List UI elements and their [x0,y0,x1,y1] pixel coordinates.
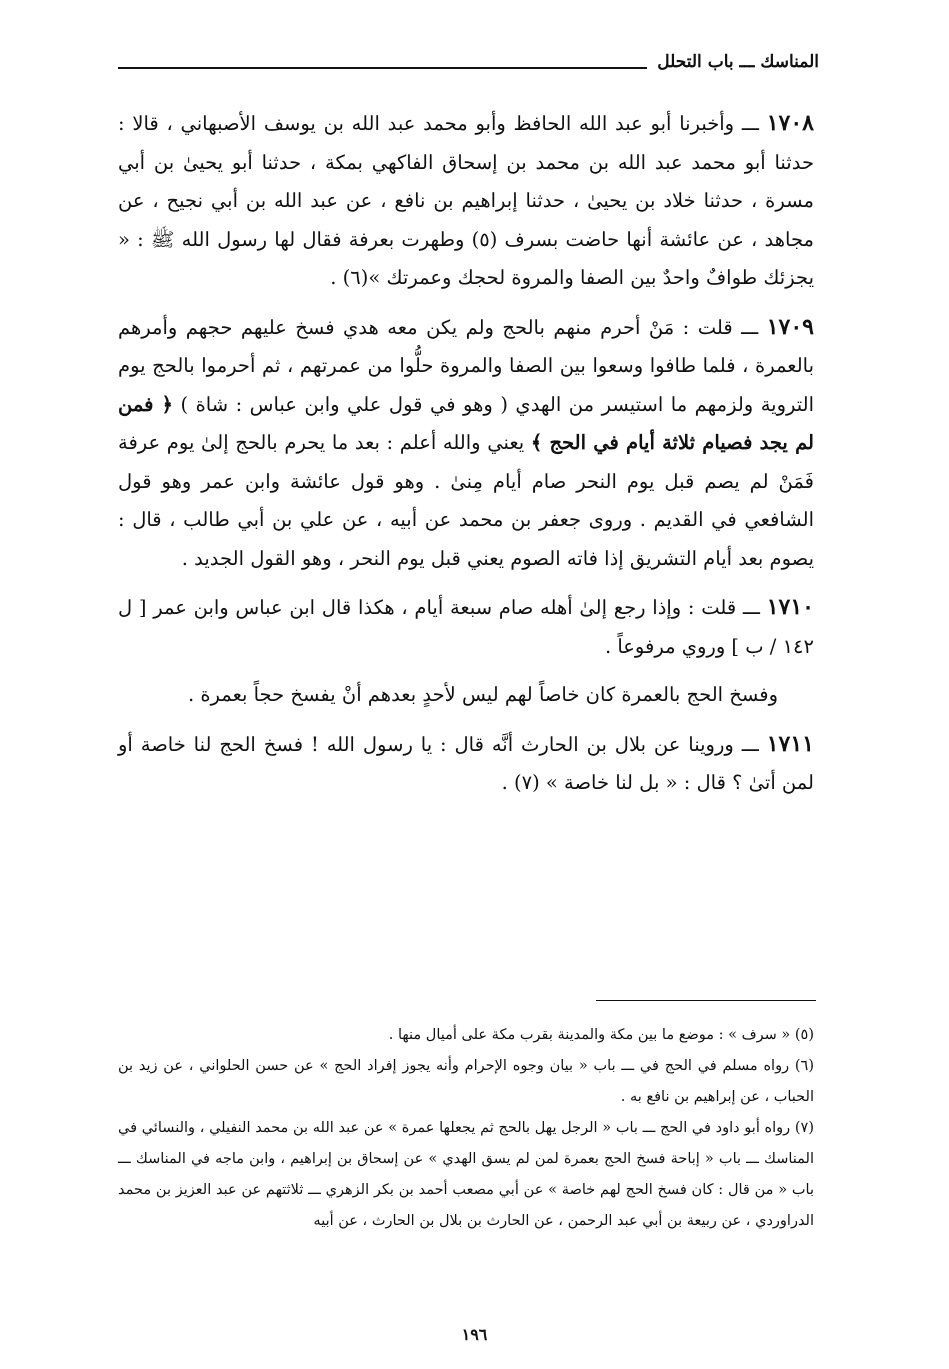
quran-quote: ﴿ فمن لم يجد فصيام ثلاثة أيام في الحج ﴾ [118,392,814,454]
hadith-text: ـــ قلت : وإذا رجع إلىٰ أهله صام سبعة أيام ، هكذا قال ابن عباس وابن عمر [ ل ١٤٢ / ب ] وروي مرفوعاً . [118,596,814,658]
hadith-1711 [118,725,814,803]
hadith-1710 [118,588,814,666]
commentary-paragraph [118,676,814,715]
hadith-number: ١٧٠٩ [766,313,814,340]
footnote-separator [596,1000,816,1001]
footnotes [118,1020,814,1237]
hadith-number: ١٧١١ [766,730,814,757]
commentary-text: وفسخ الحج بالعمرة كان خاصاً لهم ليس لأحدٍ بعدهم أنْ يفسخ حجاً بعمرة . [187,683,778,706]
main-text [118,104,814,813]
running-header [118,52,819,72]
hadith-number: ١٧٠٨ [766,110,814,136]
hadith-text: ـــ قلت : مَنْ أحرم منهم بالحج ولم يكن معه هدي فسخ عليهم حجهم وأمرهم بالعمرة ، فلما طافوا وسعوا بين الصفا والمروة حلُّوا من عمرتهم ، ثم أحرموا بالحج يوم التروية ولزمهم ما استيسر من الهدي ( وهو في قول علي وابن عباس : شاة ) [118,315,814,416]
footnote-6: (٦) رواه مسلم في الحج في ـــ باب « بيان وجوه الإحرام وأنه يجوز إفراد الحج » عن حسن الحلواني ، عن زيد بن الحباب ، عن إبراهيم بن نافع به . [118,1058,814,1105]
footnote-7: (٧) رواه أبو داود في الحج ـــ باب « الرجل يهل بالحج ثم يجعلها عمرة » عن عبد الله بن محمد النفيلي ، والنسائي في المناسك ـــ باب « إباحة فسخ الحج بعمرة لمن لم يسق الهدي » عن إسحاق بن إبراهيم ، وابن ماجه في المناسك ـــ باب « من قال : كان فسخ الحج لهم خاصة » عن أبي مصعب أحمد بن بكر الزهري ـــ ثلاثتهم عن عبد العزيز بن محمد الدراوردي ، عن ربيعة بن أبي عبد الرحمن ، عن الحارث بن بلال بن الحارث ، عن أبيه [118,1120,814,1229]
hadith-number: ١٧١٠ [766,594,814,620]
hadith-1708 [118,104,814,298]
hadith-text: ـــ وأخبرنا أبو عبد الله الحافظ وأبو محمد عبد الله بن يوسف الأصبهاني ، قالا : حدثنا أبو محمد عبد الله بن محمد بن إسحاق الفاكهي بمكة ، حدثنا أبو يحيىٰ بن أبي مسرة ، حدثنا خلاد بن يحيىٰ ، حدثنا إبراهيم بن نافع ، عن عبد الله بن أبي نجيح ، عن مجاهد ، عن عائشة أنها حاضت بسرف (٥) وطهرت بعرفة فقال لها رسول الله ﷺ : « يجزئك طوافٌ واحدٌ بين الصفا والمروة لحجك وعمرتك »(٦) . [118,112,815,289]
hadith-text: ـــ وروينا عن بلال بن الحارث أنَّه قال : يا رسول الله ! فسخ الحج لنا خاصة أو لمن أتىٰ ؟ قال : « بل لنا خاصة » (٧) . [118,732,814,794]
header-title: المناسك ـــ باب التحلل [657,52,819,72]
footnote-5: (٥) « سرف » : موضع ما بين مكة والمدينة بقرب مكة على أميال منها . [388,1027,814,1043]
hadith-text-continued: يعني والله أعلم : بعد ما يحرم بالحج إلىٰ يوم عرفة فَمَنْ لم يصم قبل يوم النحر صام أيام مِنىٰ . وهو قول عائشة وابن عمر وهو قول الشافعي في القديم . وروى جعفر بن محمد عن أبيه ، عن علي بن أبي طالب ، قال : يصوم بعد أيام التشريق إذا فاته الصوم يعني قبل يوم النحر ، وهو القول الجديد . [118,431,814,570]
hadith-1709 [118,308,814,579]
header-rule [118,67,647,69]
page-number: ١٩٦ [461,1325,488,1344]
